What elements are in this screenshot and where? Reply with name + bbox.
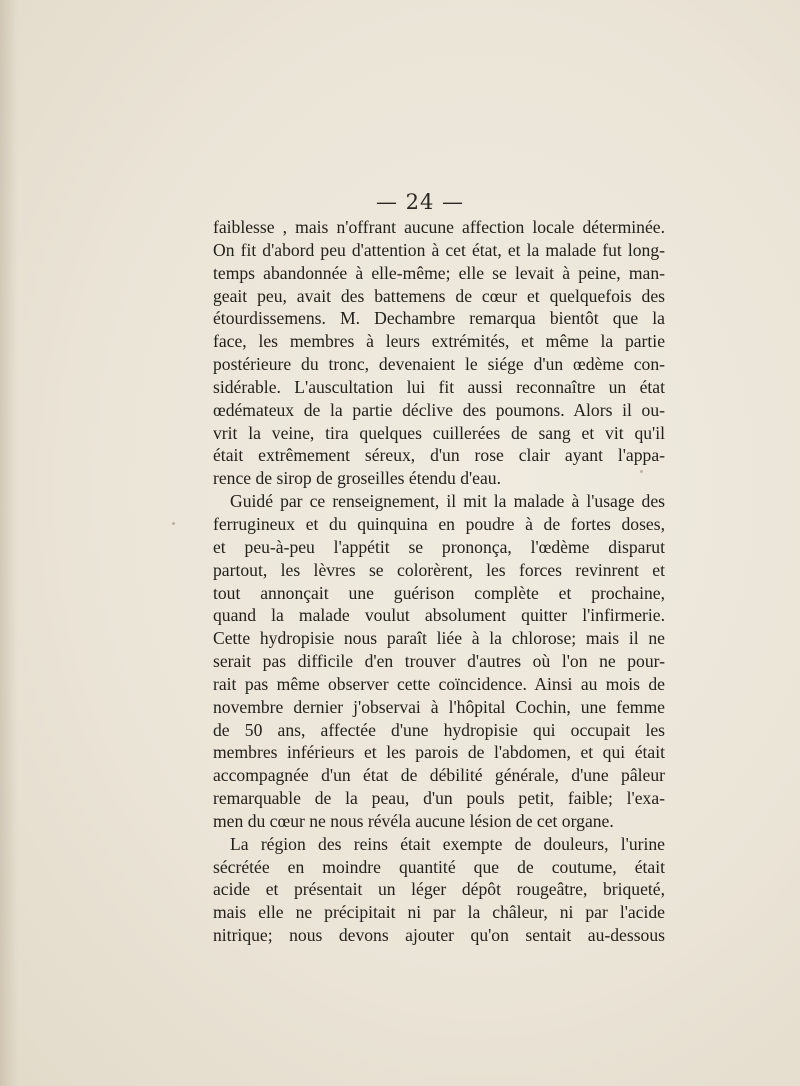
text-line: Cette hydropisie nous paraît liée à la chlorose; mais il ne	[213, 628, 665, 649]
text-line: accompagnée d'un état de débilité générale, d'une pâleur	[213, 765, 665, 786]
text-line: membres inférieurs et les parois de l'abdomen, et qui était	[213, 742, 665, 763]
text-line: rait pas même observer cette coïncidence. Ainsi au mois de	[213, 673, 665, 694]
text-line: remarquable de la peau, d'un pouls petit, faible; l'exa-	[213, 788, 665, 809]
text-line: sécrétée en moindre quantité que de coutume, était	[213, 856, 665, 877]
text-line: tout annonçait une guérison complète et prochaine,	[213, 582, 665, 603]
text-line: faiblesse , mais n'offrant aucune affection locale déterminée.	[213, 217, 665, 237]
text-line: temps abandonnée à elle-même; elle se levait à peine, man-	[213, 262, 665, 283]
text-line: acide et présentait un léger dépôt rougeâtre, briqueté,	[213, 879, 665, 900]
text-line: de 50 ans, affectée d'une hydropisie qui occupait les	[213, 719, 665, 740]
text-line: partout, les lèvres se colorèrent, les forces revinrent et	[213, 559, 665, 580]
text-line: rence de sirop de groseilles étendu d'eau.	[213, 468, 501, 489]
text-line: œdémateux de la partie déclive des poumons. Alors il ou-	[213, 399, 665, 420]
paper-speck	[640, 470, 643, 473]
text-line: men du cœur ne nous révéla aucune lésion de cet organe.	[213, 810, 614, 831]
page-edge-shadow	[0, 0, 18, 1086]
text-line: nitrique; nous devons ajouter qu'on sentait au-dessous	[213, 925, 665, 946]
text-line: On fit d'abord peu d'attention à cet état, et la malade fut long-	[213, 239, 665, 260]
text-line: geait peu, avait des battemens de cœur et quelquefois des	[213, 285, 665, 306]
text-line: et peu-à-peu l'appétit se prononça, l'œdème disparut	[213, 536, 665, 557]
text-line: vrit la veine, tira quelques cuillerées de sang et vit qu'il	[213, 422, 665, 443]
text-line: mais elle ne précipitait ni par la châleur, ni par l'acide	[213, 902, 665, 923]
text-line: face, les membres à leurs extrémités, et même la partie	[213, 331, 665, 352]
text-line: quand la malade voulut absolument quitter l'infirmerie.	[213, 605, 665, 626]
text-line: serait pas difficile d'en trouver d'autres où l'on ne pour-	[213, 651, 665, 672]
text-line: ferrugineux et du quinquina en poudre à de fortes doses,	[213, 513, 665, 534]
text-line: étourdissemens. M. Dechambre remarqua bientôt que la	[213, 308, 665, 329]
text-line: La région des reins était exempte de douleurs, l'urine	[230, 833, 665, 854]
text-line: était extrêmement séreux, d'un rose clair ayant l'appa-	[213, 445, 665, 466]
body-text	[213, 216, 665, 947]
page-number: — 24 —	[375, 190, 465, 214]
text-line: postérieure du tronc, devenaient le siége d'un œdème con-	[213, 354, 665, 375]
text-line: novembre dernier j'observai à l'hôpital Cochin, une femme	[213, 696, 665, 717]
text-line: Guidé par ce renseignement, il mit la malade à l'usage des	[230, 491, 665, 512]
text-line: sidérable. L'auscultation lui fit aussi reconnaître un état	[213, 376, 665, 397]
paper-speck	[172, 522, 175, 525]
